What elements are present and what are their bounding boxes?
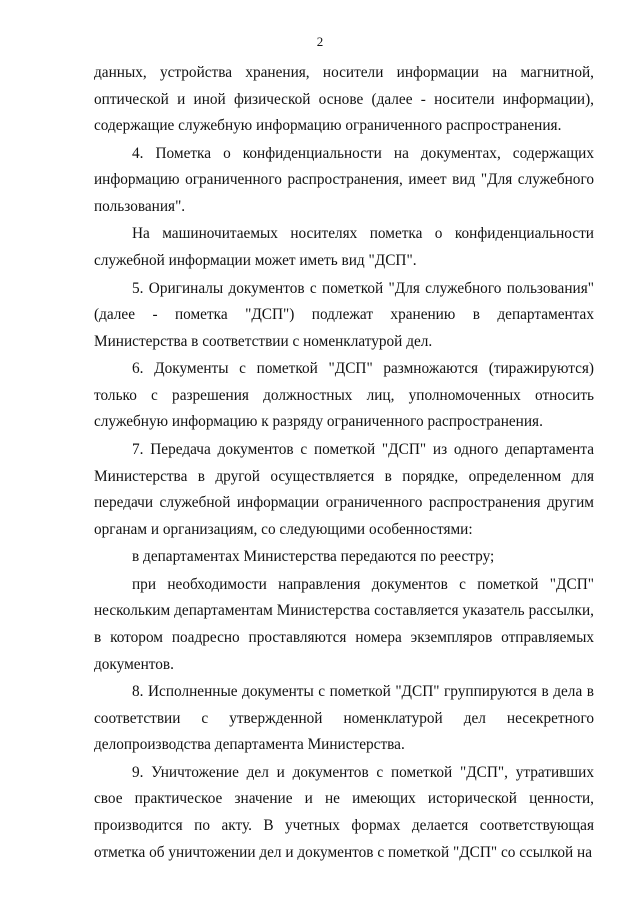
body-text (94, 60, 594, 867)
paragraph-item-6: 6. Документы с пометкой "ДСП" размножаются (тиражируются) только с разрешения должностных лиц, уполномоченных относить служебную информацию к разряду ограниченного распространения. (94, 360, 594, 431)
paragraph-item-8: 8. Исполненные документы с пометкой "ДСП" группируются в дела в соответствии с утвержденной номенклатурой дел несекретного делопроизводства департамента Министерства. (94, 683, 594, 754)
page-number: 2 (316, 34, 324, 49)
paragraph-continuation: данных, устройства хранения, носители информации на магнитной, оптической и иной физической основе (далее - носители информации), содержащие служебную информацию ограниченного распространения. (94, 64, 594, 135)
paragraph-item-4: 4. Пометка о конфиденциальности на документах, содержащих информацию ограниченного распространения, имеет вид "Для служебного пользования". (94, 144, 594, 215)
paragraph-registry: в департаментах Министерства передаются по реестру; (132, 548, 495, 566)
paragraph-item-5: 5. Оригиналы документов с пометкой "Для служебного пользования" (далее - пометка "ДСП") подлежат хранению в департаментах Министерства в соответствии с номенклатурой дел. (94, 279, 594, 350)
paragraph-item-9: 9. Уничтожение дел и документов с пометкой "ДСП", утративших свое практическое значение и не имеющих исторической ценности, производится по акту. В учетных формах делается соответствующая отметка об уничтожении дел и документов с пометкой "ДСП" со ссылкой на (94, 763, 594, 861)
paragraph-item-7: 7. Передача документов с пометкой "ДСП" из одного департамента Министерства в другой осуществляется в порядке, определенном для передачи служебной информации ограниченного распространения другим органам и организациям, со следующими особенностями: (94, 441, 594, 538)
paragraph-distribution: при необходимости направления документов с пометкой "ДСП" нескольким департаментам Министерства составляется указатель рассылки, в котором поадресно проставляются номера экземпляров отправляемых документов. (94, 575, 594, 673)
paragraph-machine-readable: На машиночитаемых носителях пометка о конфиденциальности служебной информации может иметь вид "ДСП". (94, 225, 594, 270)
